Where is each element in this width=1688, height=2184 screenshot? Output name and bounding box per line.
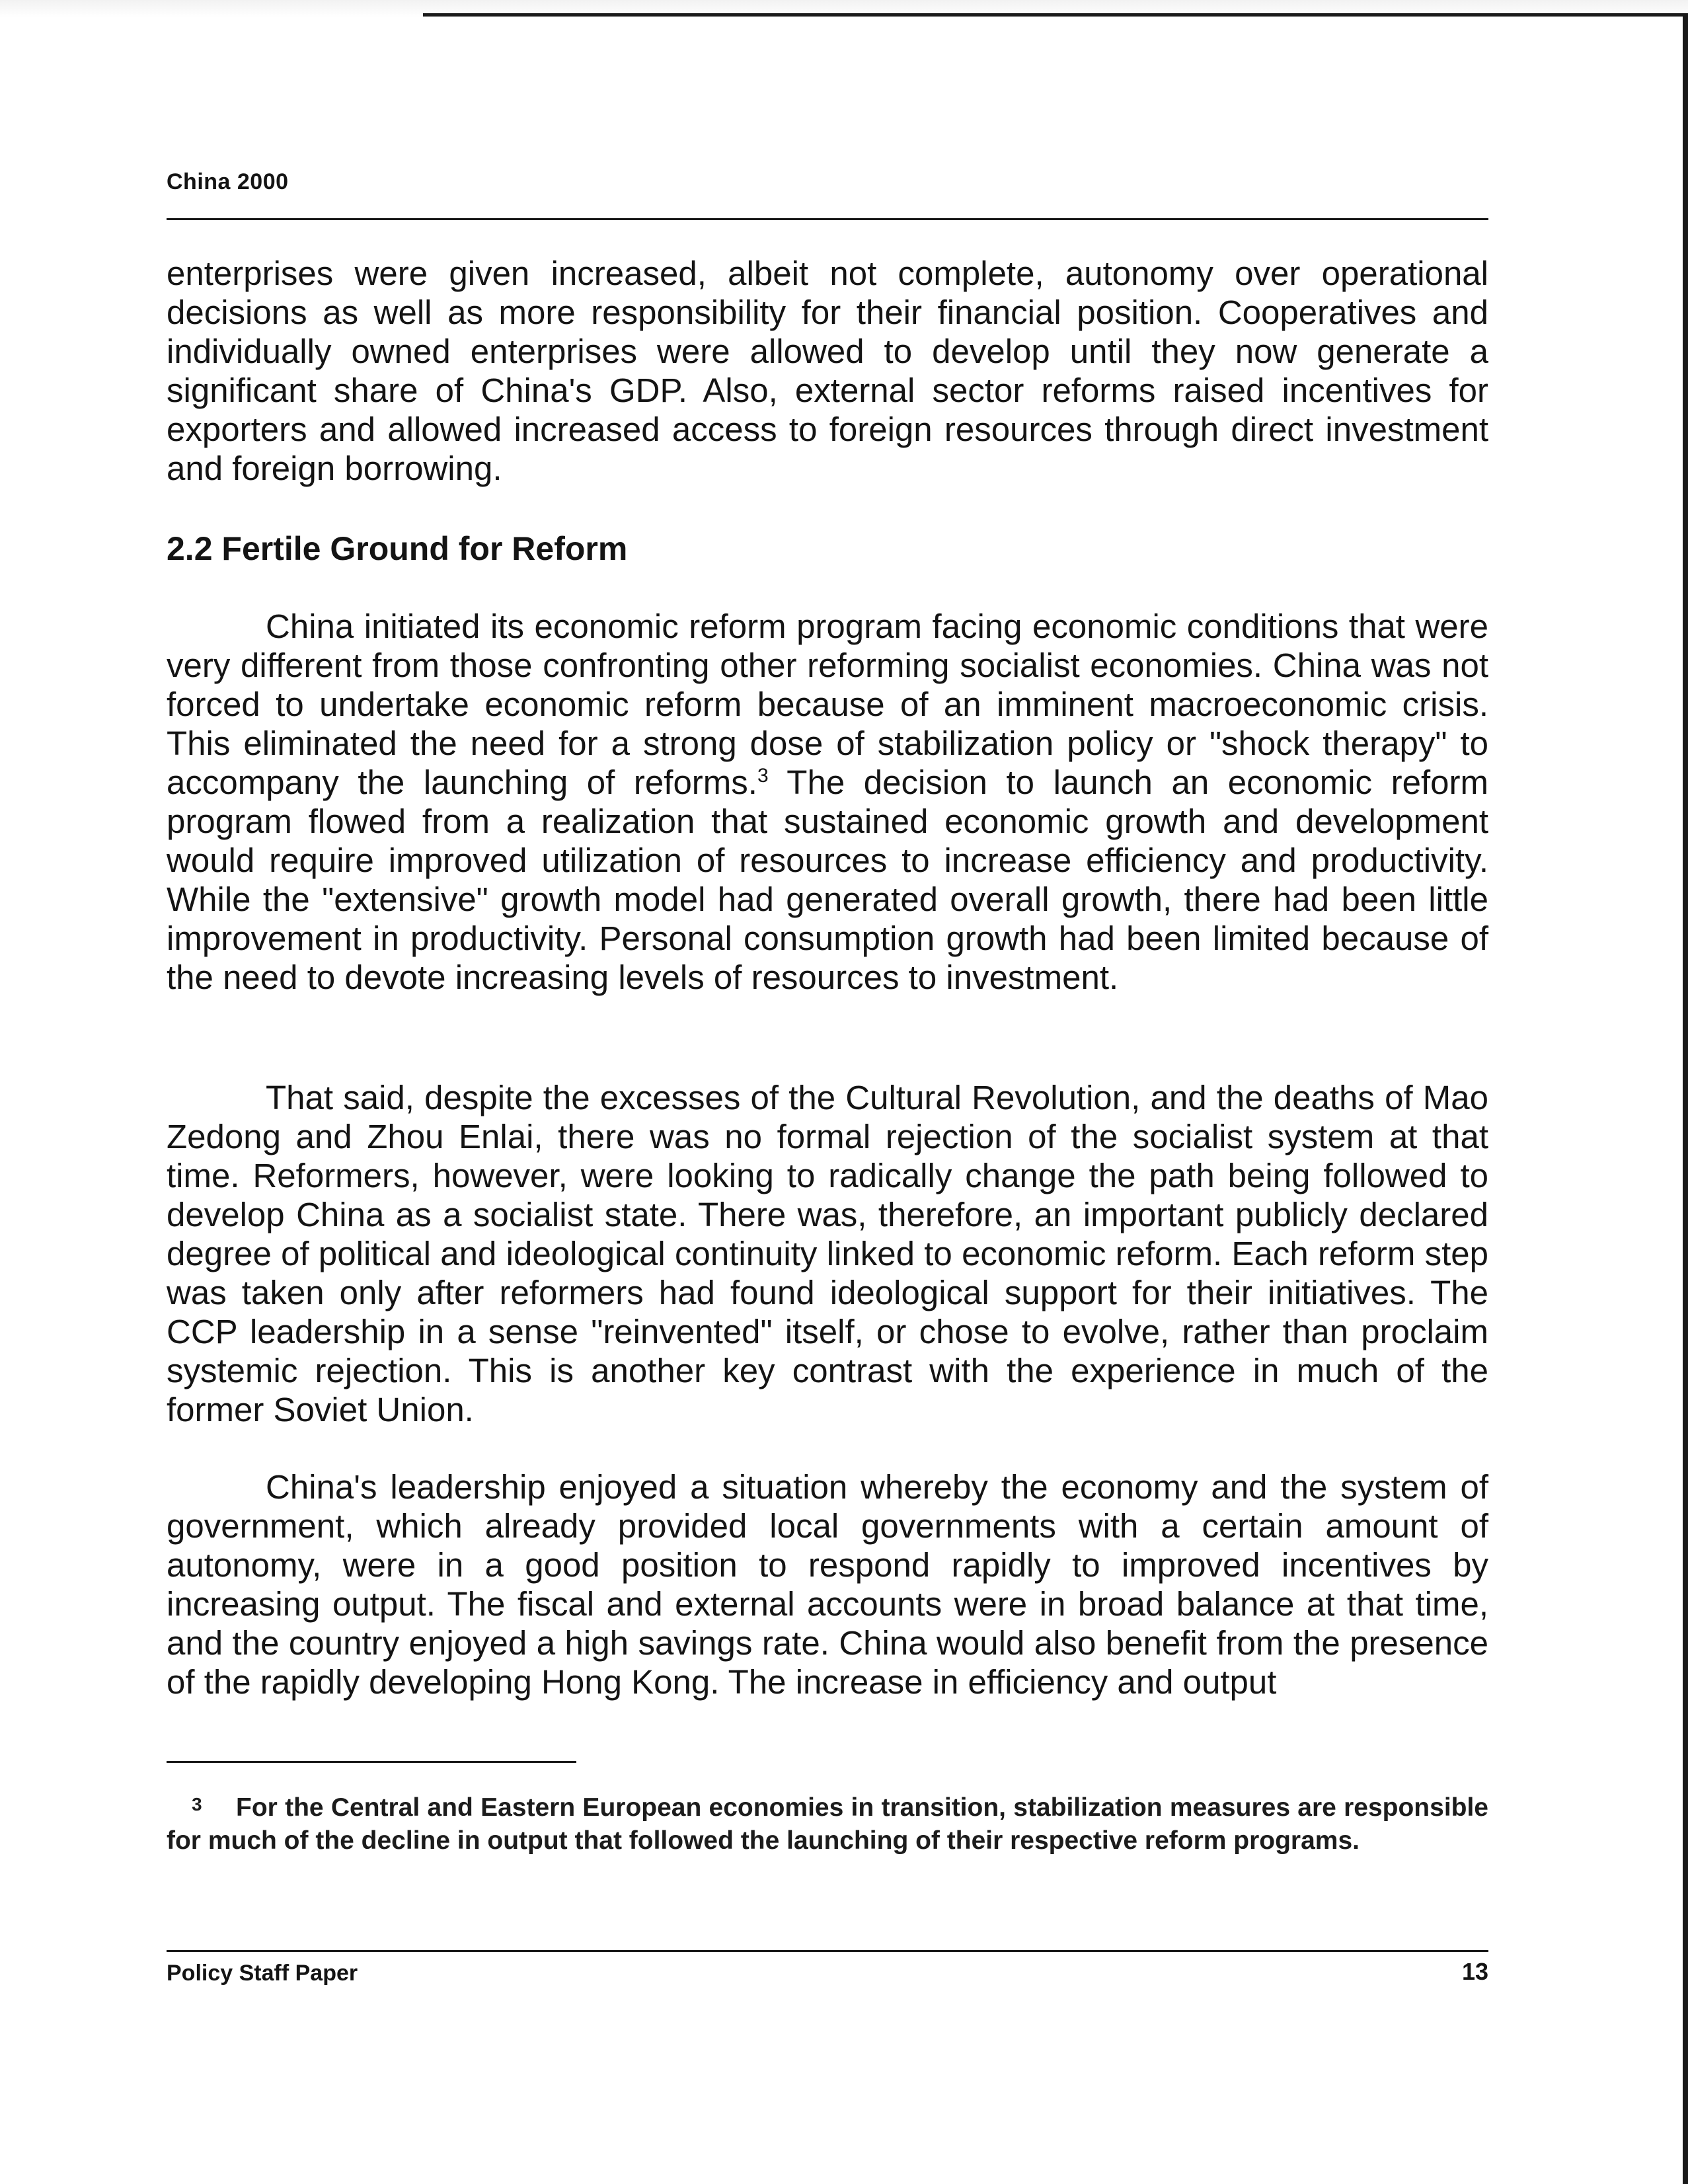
paragraph-text: The decision to launch an economic reform program flowed from a realization that sustained economic growth and development would require improved utilization of resources to increase efficiency and productivity. While the "extensive" growth model had generated overall growth, there had been little improvement in productivity. Personal consumption growth had been limited because of the need to devote increasing levels of resources to investment. — [167, 763, 1488, 996]
footer-publication: Policy Staff Paper — [167, 1961, 358, 1986]
document-page — [167, 0, 1488, 2184]
body-text-block-4 — [167, 1467, 1488, 1701]
paragraph: China's leadership enjoyed a situation whereby the economy and the system of government, which already provided local governments with a certain amount of autonomy, were in a good position to respond rapidly to improved incentives by increasing output. The fiscal and external accounts were in broad balance at that time, and the country enjoyed a high savings rate. China would also benefit from the presence of the rapidly developing Hong Kong. The increase in efficiency and output — [167, 1468, 1488, 1701]
paragraph: That said, despite the excesses of the Cultural Revolution, and the deaths of Mao Zedong and Zhou Enlai, there was no formal rejection of the socialist system at that time. Reformers, however, were looking to radically change the path being followed to develop China as a socialist state. There was, therefore, an important publicly declared degree of political and ideological continuity linked to economic reform. Each reform step was taken only after reformers had found ideological support for their initiatives. The CCP leadership in a sense "reinvented" itself, or chose to evolve, rather than proclaim systemic rejection. This is another key contrast with the experience in much of the former Soviet Union. — [167, 1079, 1488, 1428]
paragraph-continued: enterprises were given increased, albeit not complete, autonomy over operational decisions as well as more responsibility for their financial position. Cooperatives and individually owned enterprises were allowed to develop until they now generate a significant share of China's GDP. Also, external sector reforms raised incentives for exporters and allowed increased access to foreign resources through direct investment and foreign borrowing. — [167, 254, 1488, 487]
paragraph — [167, 607, 1488, 997]
section-heading: 2.2 Fertile Ground for Reform — [167, 530, 628, 567]
paragraph-text: China initiated its economic reform program facing economic conditions that were very different from those confronting other reforming socialist economies. China was not forced to undertake economic reform because of an imminent macroeconomic crisis. This eliminated the need for a strong dose of stabilization policy or "shock therapy" to accompany the launching of reforms. — [167, 607, 1488, 801]
body-text-block-3 — [167, 1078, 1488, 1429]
footnote-separator — [167, 1761, 576, 1763]
footnote — [167, 1791, 1488, 1857]
footer-rule — [167, 1950, 1488, 1952]
page-number: 13 — [1461, 1958, 1488, 1985]
scan-right-border — [1683, 13, 1688, 2184]
footnote-reference: 3 — [757, 765, 769, 787]
header-rule — [167, 218, 1488, 220]
footnote-marker: 3 — [192, 1794, 202, 1814]
body-text-block-1 — [167, 254, 1488, 488]
running-header: China 2000 — [167, 169, 289, 194]
body-text-block-2 — [167, 607, 1488, 997]
footnote-text: For the Central and Eastern European economies in transition, stabilization measures are responsible for much of the decline in output that followed the launching of their respective reform programs. — [167, 1793, 1488, 1855]
